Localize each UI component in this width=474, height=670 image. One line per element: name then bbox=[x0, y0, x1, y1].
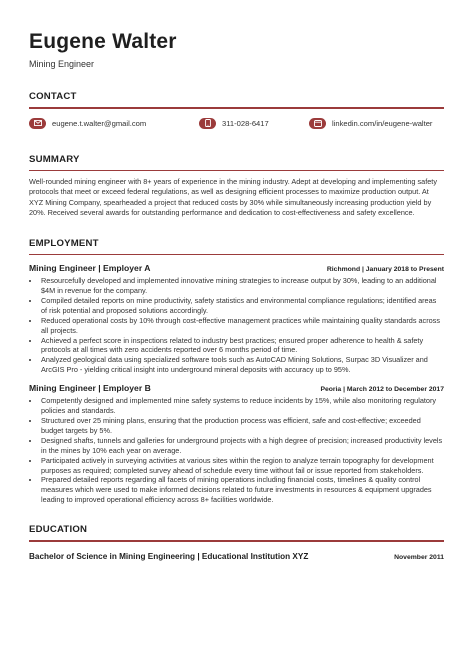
contact-linkedin-text[interactable]: linkedin.com/in/eugene-walter bbox=[332, 118, 433, 128]
job-header bbox=[29, 383, 444, 393]
employment-section bbox=[29, 238, 444, 506]
contact-linkedin[interactable] bbox=[309, 118, 432, 129]
section-title-contact: CONTACT bbox=[29, 91, 77, 102]
candidate-role: Mining Engineer bbox=[29, 59, 95, 69]
degree-title: Bachelor of Science in Mining Engineering | Educational Institution XYZ bbox=[29, 551, 309, 561]
contact-email[interactable] bbox=[29, 118, 199, 129]
job-bullet: • Achieved a perfect score in inspections related to industry best practices; ensured proper adherence to health & safety protocols at all times with zero accidents reported over 6 months period of time. bbox=[40, 336, 444, 356]
job-bullets bbox=[29, 276, 444, 375]
summary-text: Well-rounded mining engineer with 8+ years of experience in the mining industry. Adept at developing and implementing safety protocols that meet or exceed federal regulations, as well as designing efficient processes to maximize production output. At XYZ Mining Company, spearheaded a project that reduced costs by 30% while simultaneously increasing production yield by 20%. Received several awards for outstanding performance and dedication to cost-effectiveness and safety excellence. bbox=[29, 177, 437, 218]
resume-header bbox=[29, 30, 444, 69]
job-bullet: • Prepared detailed reports regarding all facets of mining operations including financial costs, timelines & quality control measures which were used to make informed decisions related to future investments in resources & equipment upgrades leading to improved operational efficiency across 8+ facilities worldwide. bbox=[40, 475, 444, 505]
section-divider bbox=[29, 254, 444, 256]
section-title-employment: EMPLOYMENT bbox=[29, 237, 99, 249]
contact-email-text[interactable]: eugene.t.walter@gmail.com bbox=[52, 118, 147, 128]
job-location-dates: Peoria | March 2012 to December 2017 bbox=[320, 386, 444, 394]
graduation-date: November 2011 bbox=[394, 553, 444, 561]
job-bullet: • Designed shafts, tunnels and galleries for underground projects with a high degree of precision; increased productivity levels in the mines by 10% each year on average. bbox=[40, 436, 444, 456]
contact-phone[interactable] bbox=[199, 118, 309, 129]
job-bullet: • Structured over 25 mining plans, ensuring that the production process was efficient, safe and cost-effective; exceeded budget targets by 5%. bbox=[40, 416, 444, 436]
contact-phone-text[interactable]: 311-028-6417 bbox=[222, 118, 269, 128]
linkedin-icon bbox=[309, 118, 326, 129]
education-entry bbox=[29, 552, 444, 561]
summary-section bbox=[29, 154, 444, 219]
section-title-summary: SUMMARY bbox=[29, 153, 80, 165]
section-divider bbox=[29, 107, 444, 109]
job-title: Mining Engineer | Employer A bbox=[29, 263, 151, 274]
job-entry bbox=[29, 383, 444, 505]
job-bullet: • Analyzed geological data using specialized software tools such as AutoCAD Mining Solutions, Surpac 3D Visualizer and ArcGIS Pro - yielding critical insight into underground mineral deposits with accuracy up to 95%. bbox=[40, 355, 444, 375]
job-bullet: • Participated actively in surveying activities at various sites within the region to analyze terrain topography for development purposes as required; completed survey ahead of schedule every time without fail or issue reported from stakeholders. bbox=[40, 456, 444, 476]
job-location-dates: Richmond | January 2018 to Present bbox=[326, 266, 444, 274]
section-title-education: EDUCATION bbox=[29, 524, 88, 536]
job-bullet: • Reduced operational costs by 10% through cost-effective management practices while maintaining quality standards across all projects. bbox=[40, 316, 444, 336]
job-title: Mining Engineer | Employer B bbox=[29, 383, 151, 394]
contact-section bbox=[29, 91, 444, 129]
email-icon bbox=[29, 118, 46, 129]
education-section bbox=[29, 524, 444, 561]
job-bullet: • Competently designed and implemented mine safety systems to reduce incidents by 15%, while also monitoring regulatory policies and standards. bbox=[40, 396, 444, 416]
section-divider bbox=[29, 540, 444, 542]
candidate-name: Eugene Walter bbox=[29, 30, 177, 53]
section-divider bbox=[29, 170, 444, 172]
job-bullet: • Resourcefully developed and implemented innovative mining strategies to increase output by 30%, leading to an additional $4M in revenue for the company. bbox=[40, 276, 444, 296]
phone-icon bbox=[199, 118, 216, 129]
contact-row bbox=[29, 118, 444, 129]
job-header bbox=[29, 263, 444, 273]
job-bullet: • Compiled detailed reports on mine productivity, safety statistics and environmental compliance regulations; identified areas of risk potential and proposed solutions accordingly. bbox=[40, 296, 444, 316]
job-bullets bbox=[29, 396, 444, 505]
job-entry bbox=[29, 263, 444, 375]
